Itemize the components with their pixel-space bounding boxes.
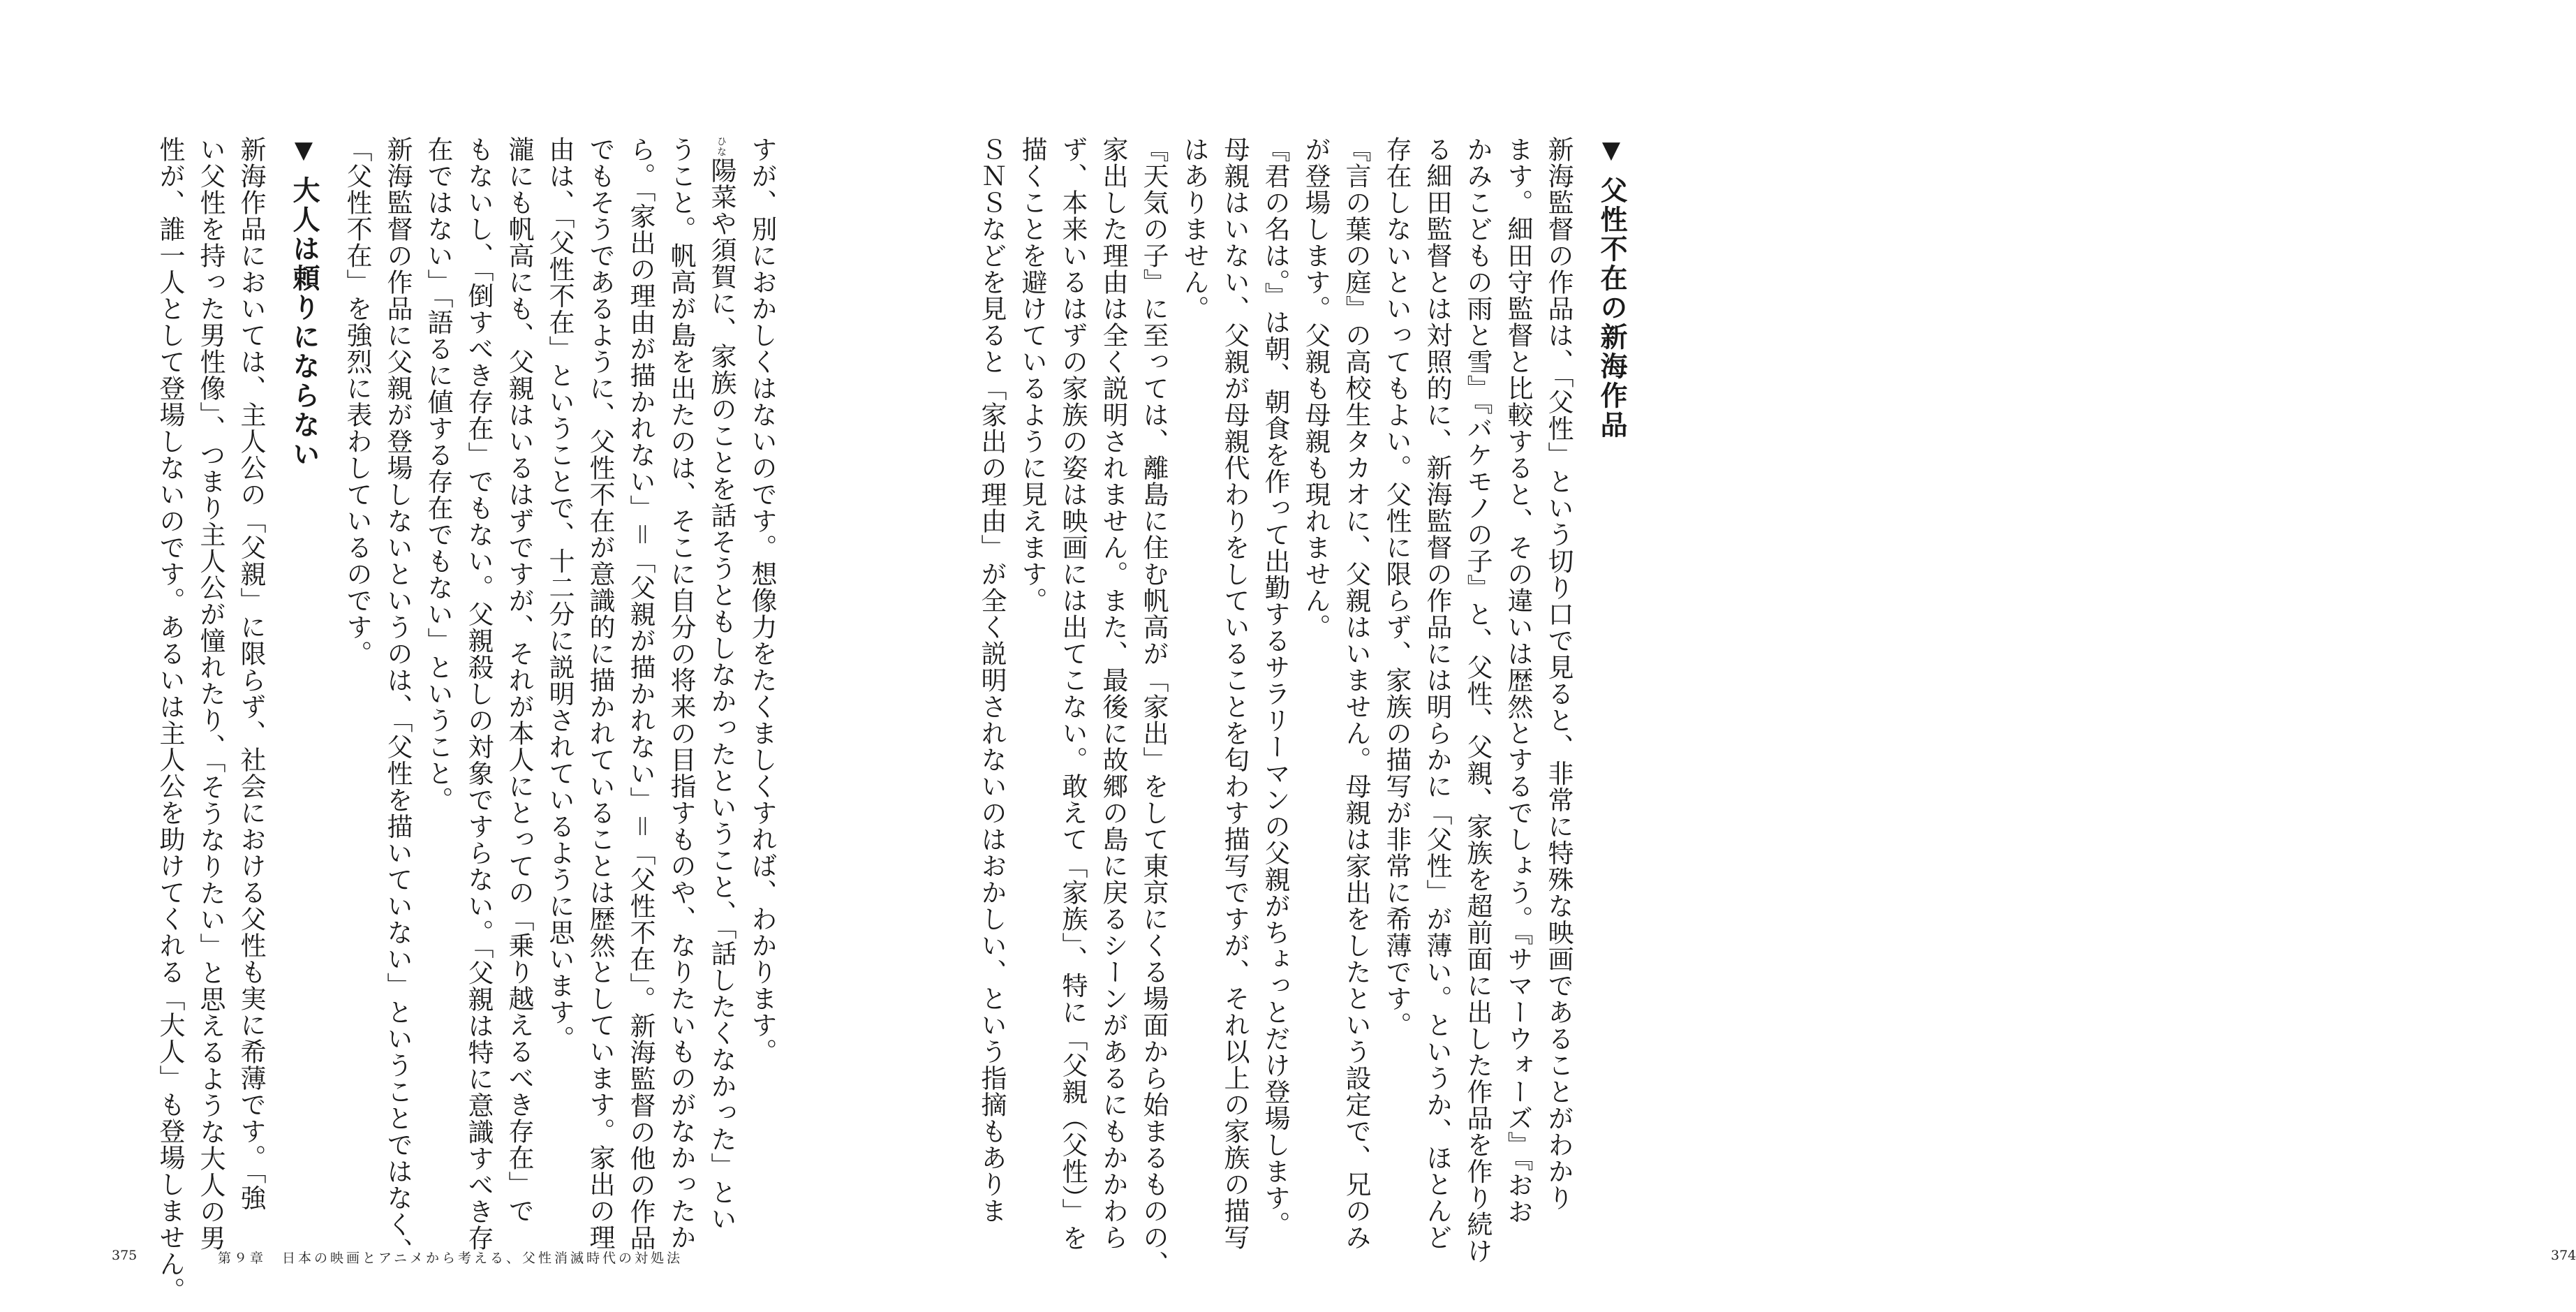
text-column: ＳＮＳなどを見ると「家出の理由」が全く説明されないのはおかしい、という指摘もありま	[977, 136, 1007, 1224]
text-column: 描くことを避けているように見えます。	[1017, 136, 1047, 614]
text-column: る細田監督とは対照的に、新海監督の作品には明らかに「父性」が薄い。というか、ほとんど	[1422, 136, 1452, 1251]
text-column: ら。「家出の理由が描かれない」＝「父親が描かれない」＝「父性不在」。新海監督の他の作品	[626, 136, 656, 1251]
text-column: 性が、誰一人として登場しないのです。あるいは主人公を助けてくれる「大人」も登場しません。	[155, 136, 185, 1304]
section-heading-text: 父性不在の新海作品	[1596, 176, 1627, 440]
running-chapter-title: 第９章 日本の映画とアニメから考える、父性消滅時代の対処法	[218, 1251, 683, 1266]
section-heading-text: 大人は頼りにならない	[288, 176, 320, 469]
text-column: 新海作品においては、主人公の「父親」に限らず、社会における父性も実に希薄です。「強	[236, 136, 266, 1211]
text-column: 「父性不在」を強烈に表わしているのです。	[342, 136, 372, 667]
text-column: 新海監督の作品に父親が登場しないというのは、「父性を描いていない」ということではなく、	[383, 136, 413, 1265]
right-page-body	[977, 136, 1644, 1277]
text-column: はありません。	[1179, 136, 1209, 322]
text-column: もないし、「倒すべき存在」でもない。父親殺しの対象ですらない。「父親は特に意識すべき存	[464, 136, 494, 1251]
section-heading-father-absence	[1591, 136, 1631, 1197]
text-column: かみこどもの雨と雪』『バケモノの子』と、父性、父親、家族を超前面に出した作品を作り続け	[1463, 136, 1493, 1265]
text-column: 陽菜や須賀に、家族のことを話そうともしなかったということ、「話したくなかった」とい	[706, 157, 736, 1232]
text-column: 母親はいない、父親が母親代わりをしていることを匂わす描写ですが、それ以上の家族の描写	[1220, 136, 1250, 1251]
text-column: 家出した理由は全く説明されません。また、最後に故郷の島に戻るシーンがあるにもかかわら	[1098, 136, 1128, 1251]
page-number-right: 374	[2551, 1248, 2576, 1263]
text-column: 新海監督の作品は、「父性」という切り口で見ると、非常に特殊な映画であることがわかり	[1544, 136, 1574, 1211]
text-column: 在ではない」「語るに値する存在でもない」ということ。	[423, 136, 453, 813]
triangle-marker-icon: ▼	[1597, 136, 1625, 166]
text-column: 『君の名は。』は朝、朝食を作って出勤するサラリーマンの父親がちょっとだけ登場します。	[1260, 136, 1290, 1238]
text-column: が登場します。父親も母親も現れません。	[1301, 136, 1331, 640]
text-column: 『言の葉の庭』の高校生タカオに、父親はいません。母親は家出をしたという設定で、兄のみ	[1341, 136, 1371, 1251]
text-column: 瀧にも帆高にも、父親はいるはずですが、それが本人にとっての「乗り越えるべき存在」で	[504, 136, 534, 1224]
text-column-with-ruby	[701, 136, 741, 1232]
text-column: ず、本来いるはずの家族の姿は映画には出てこない。敢えて「家族」、特に「父親（父性）」を	[1058, 136, 1088, 1251]
text-column: すが、別におかしくはないのです。想像力をたくましくすれば、わかります。	[747, 136, 777, 1065]
page-number-left: 375	[112, 1248, 138, 1263]
ruby-annotation: ひな	[716, 136, 727, 157]
section-heading-adults-unreliable	[283, 136, 324, 1197]
left-page	[0, 0, 894, 1312]
triangle-marker-icon: ▼	[290, 136, 318, 166]
text-column: でもそうであるように、父性不在が意識的に描かれていることは歴然としています。家出の理	[585, 136, 615, 1251]
text-column: うこと。帆高が島を出たのは、そこに自分の将来の目指すものや、なりたいものがなかったか	[666, 136, 696, 1251]
text-column: ます。細田守監督と比較すると、その違いは歴然とするでしょう。『サマーウォーズ』『おお	[1503, 136, 1533, 1225]
text-column: 由は、「父性不在」ということで、十二分に説明されているように思います。	[545, 136, 575, 1052]
text-column: 『天気の子』に至っては、離島に住む帆高が「家出」をして東京にくる場面から始まるものの、	[1139, 136, 1169, 1277]
right-page	[894, 0, 2576, 1312]
text-column: い父性を持った男性像」、つまり主人公が憧れたり、「そうなりたい」と思えるような大人の男	[195, 136, 225, 1251]
text-column: 存在しないといってもよい。父性に限らず、家族の描写が非常に希薄です。	[1382, 136, 1412, 1038]
